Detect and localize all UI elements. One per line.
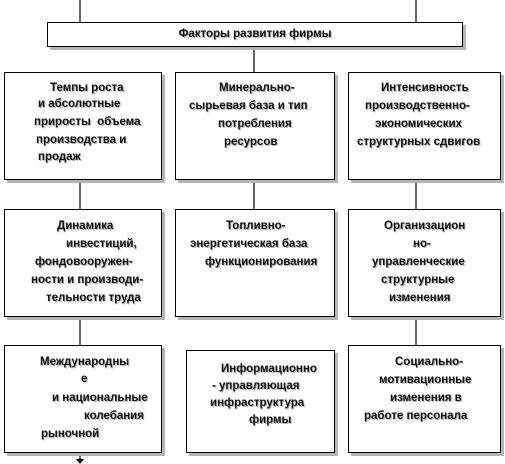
line: Международны: [40, 356, 130, 368]
line: энергетическая база: [190, 238, 308, 250]
line: Темпы роста: [50, 82, 124, 94]
arrow-down-icon: [76, 459, 84, 464]
line: ности и производи-: [31, 274, 144, 286]
line: рыночной: [41, 428, 100, 440]
line: инвестиций,: [66, 238, 137, 250]
line: фондовооружен-: [35, 256, 133, 268]
line: инфраструктура: [210, 397, 305, 409]
line: мотивационные: [379, 374, 472, 386]
line: структурные: [381, 274, 455, 286]
line: сырьевая база и тип: [189, 100, 308, 112]
line: Социально-: [395, 356, 464, 368]
line: Интенсивность: [381, 82, 469, 94]
diagram-title: Факторы развития фирмы: [178, 28, 332, 40]
line: структурных сдвигов: [357, 136, 481, 148]
line: ресурсов: [224, 136, 278, 148]
line: работе персонала: [364, 410, 468, 422]
line: Минерально-: [219, 82, 295, 94]
line: тельности труда: [46, 292, 141, 304]
line: но-: [413, 238, 431, 250]
line: Топливно-: [226, 220, 286, 232]
line: производства и: [36, 134, 127, 146]
line: экономических: [375, 118, 462, 130]
line: потребления: [218, 118, 292, 130]
line: Организацион: [384, 220, 466, 232]
line: функционирования: [205, 256, 318, 268]
line: изменения в: [390, 392, 462, 404]
line: приросты объема: [34, 116, 141, 128]
line: управленческие: [372, 256, 465, 268]
line: продаж: [38, 151, 81, 163]
line: Динамика: [57, 220, 114, 232]
line: - управляющая: [212, 380, 300, 392]
line: Информационно: [221, 363, 317, 375]
line: и национальные: [52, 392, 148, 404]
line: колебания: [84, 410, 144, 422]
line: фирмы: [249, 414, 292, 426]
line: изменения: [389, 292, 451, 304]
line: производственно-: [365, 100, 470, 112]
line: и абсолютные: [38, 98, 121, 110]
line: е: [81, 373, 88, 385]
